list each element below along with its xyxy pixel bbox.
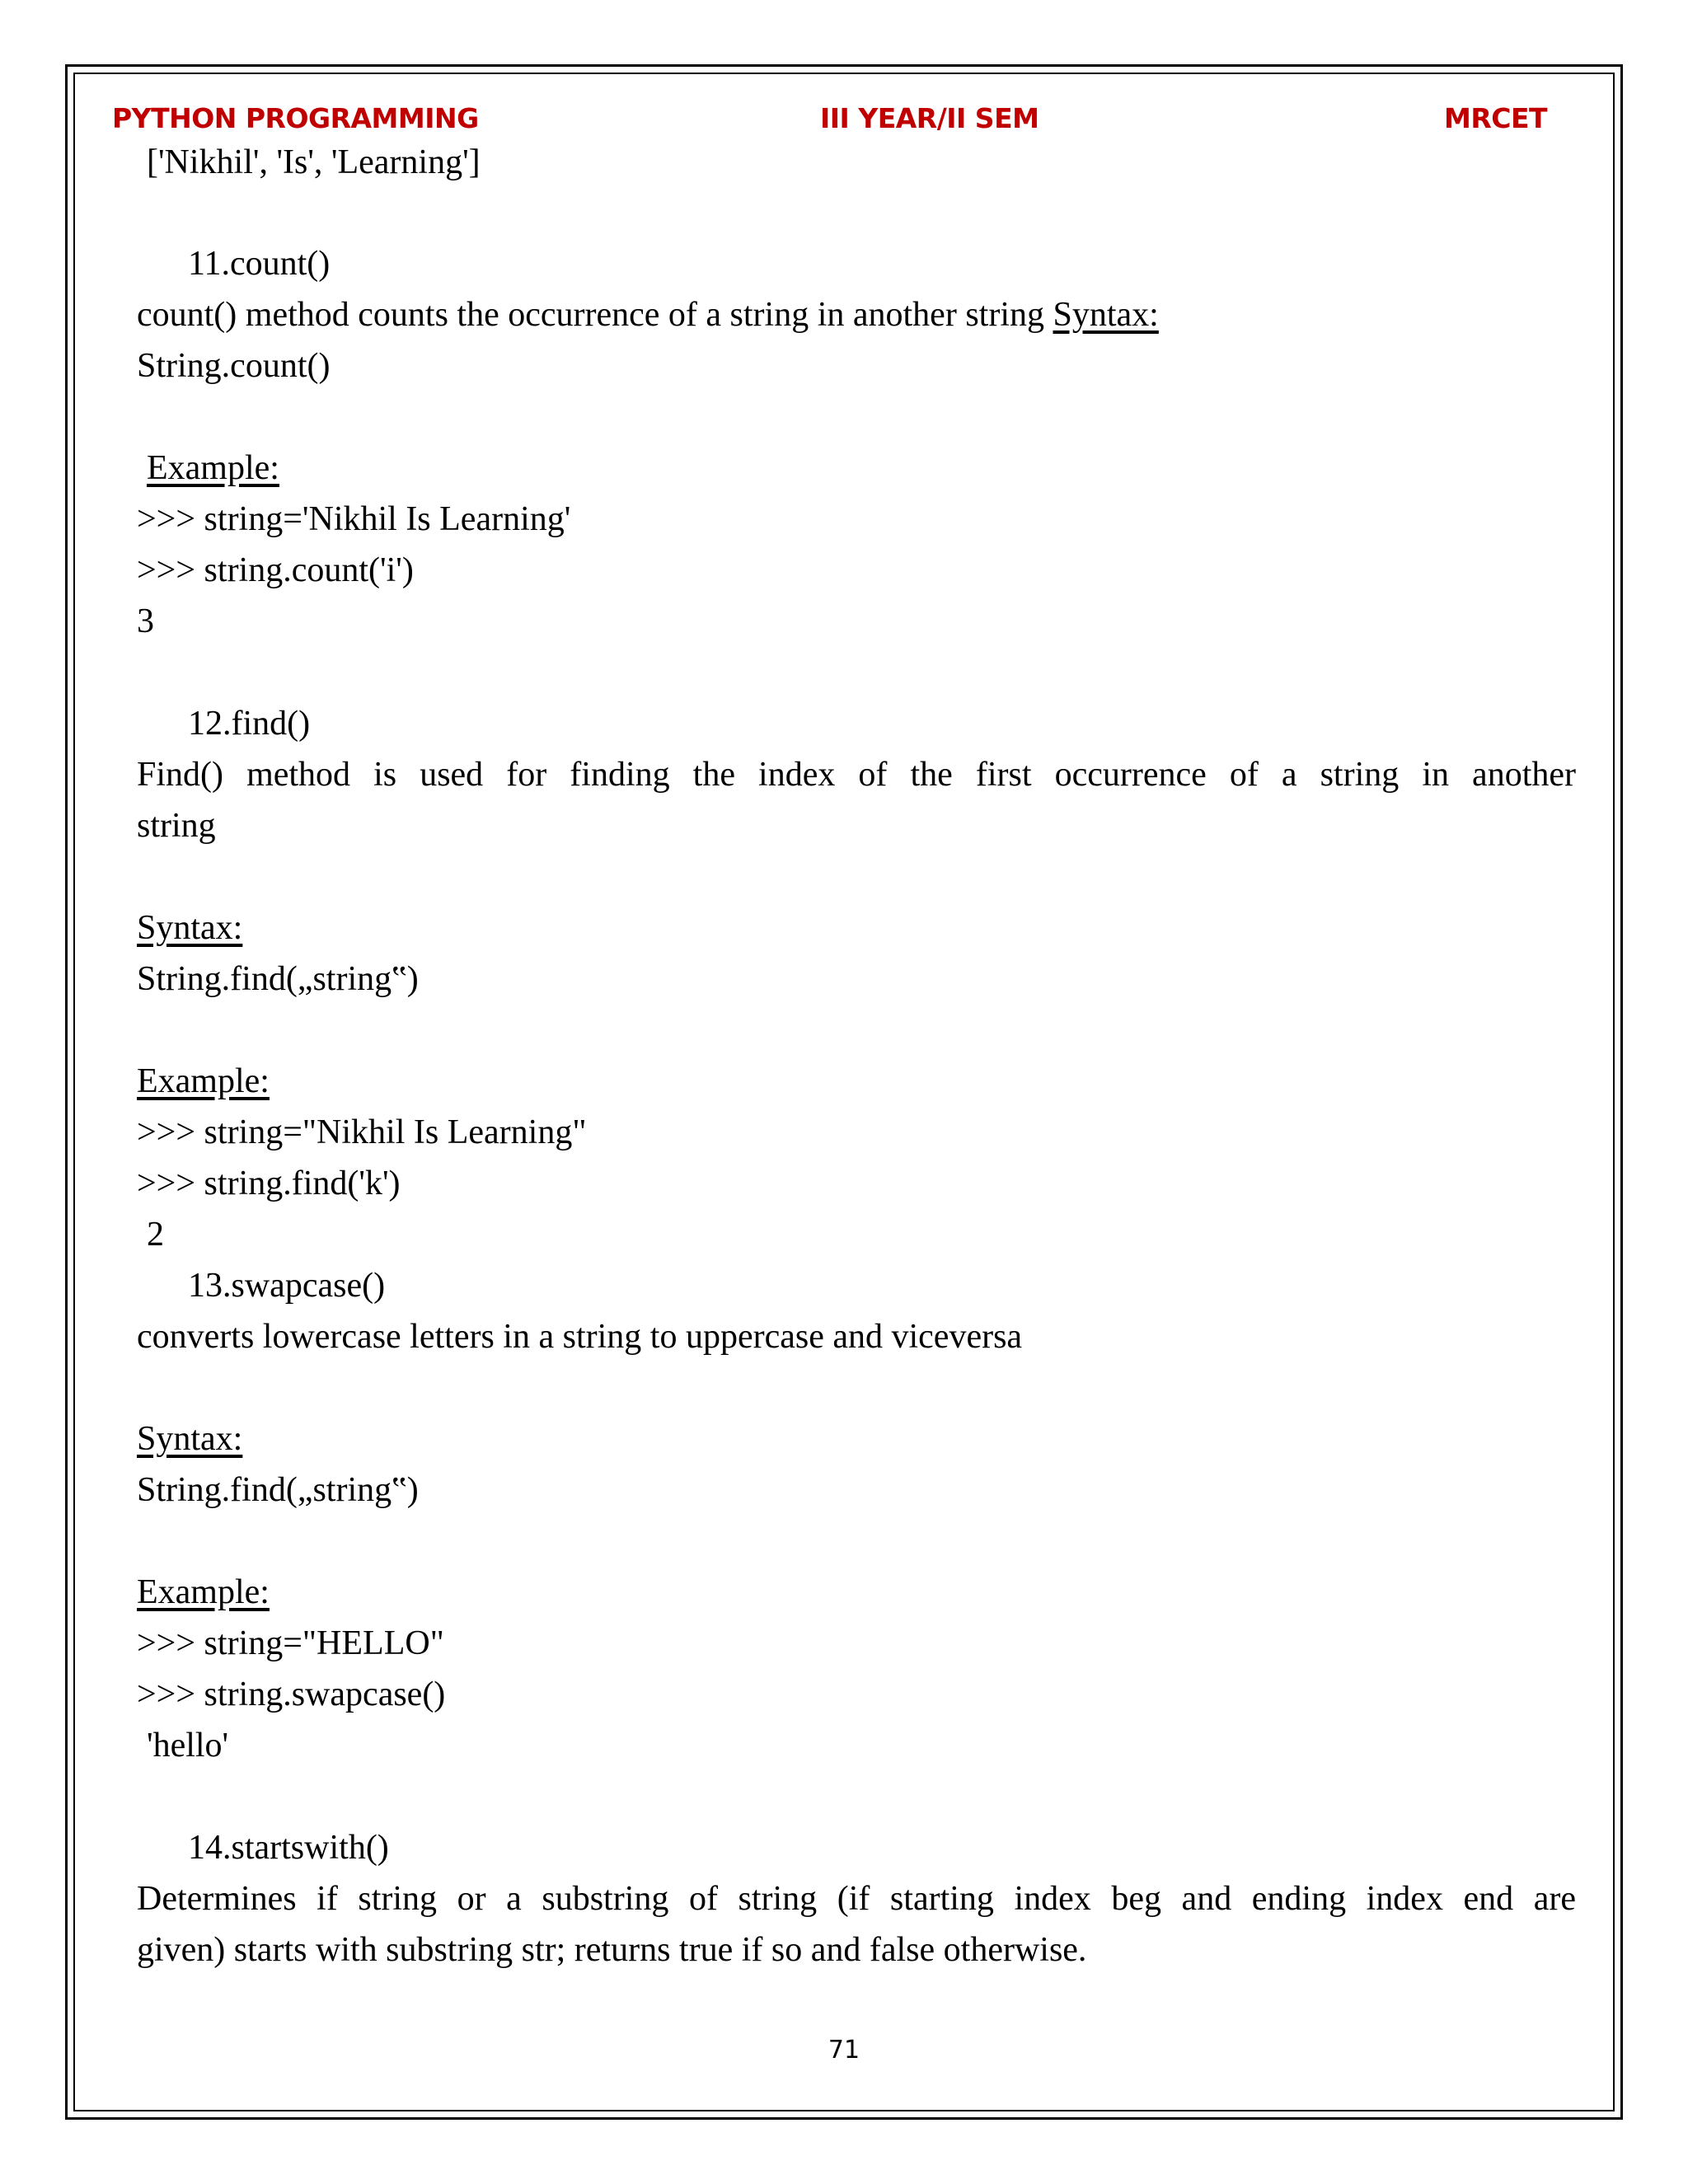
find-syntax: String.find(„string‟) bbox=[137, 960, 419, 998]
find-description-line-1: Find() method is used for finding the index of the first occurrence of a string in another bbox=[137, 756, 1576, 794]
find-description-line-2: string bbox=[137, 807, 216, 845]
count-description: count() method counts the occurrence of a string in another string Syntax: bbox=[137, 296, 1159, 334]
count-syntax: String.count() bbox=[137, 347, 331, 385]
swapcase-example-line-2: >>> string.swapcase() bbox=[137, 1675, 446, 1713]
startswith-description-line-1: Determines if string or a substring of string (if starting index beg and ending index end are bbox=[137, 1880, 1576, 1918]
startswith-description-line-2: given) starts with substring str; returns true if so and false otherwise. bbox=[137, 1931, 1087, 1969]
swapcase-example-output: 'hello' bbox=[147, 1727, 229, 1765]
swapcase-description: converts lowercase letters in a string to uppercase and viceversa bbox=[137, 1318, 1023, 1356]
header-year-sem: III YEAR/II SEM bbox=[820, 102, 1039, 134]
swapcase-syntax: String.find(„string‟) bbox=[137, 1471, 419, 1509]
find-syntax-label: Syntax: bbox=[137, 909, 243, 947]
count-example-label: Example: bbox=[147, 449, 279, 487]
count-example-line-1: >>> string='Nikhil Is Learning' bbox=[137, 500, 571, 538]
header-course-title: PYTHON PROGRAMMING bbox=[112, 102, 479, 134]
count-syntax-label: Syntax: bbox=[1053, 296, 1159, 334]
find-example-label: Example: bbox=[137, 1062, 270, 1100]
swapcase-example-label: Example: bbox=[137, 1573, 270, 1611]
swapcase-heading: 13.swapcase() bbox=[188, 1267, 386, 1305]
count-example-output: 3 bbox=[137, 602, 154, 640]
find-example-line-2: >>> string.find('k') bbox=[137, 1165, 401, 1202]
find-example-output: 2 bbox=[147, 1216, 164, 1254]
swapcase-example-line-1: >>> string="HELLO" bbox=[137, 1624, 444, 1662]
split-output: ['Nikhil', 'Is', 'Learning'] bbox=[147, 143, 481, 181]
header-institution: MRCET bbox=[1444, 102, 1548, 134]
page-number: 71 bbox=[828, 2036, 860, 2064]
count-example-line-2: >>> string.count('i') bbox=[137, 551, 414, 589]
startswith-heading: 14.startswith() bbox=[188, 1829, 389, 1867]
find-example-line-1: >>> string="Nikhil Is Learning" bbox=[137, 1113, 587, 1151]
find-heading: 12.find() bbox=[188, 705, 311, 743]
swapcase-syntax-label: Syntax: bbox=[137, 1420, 243, 1458]
count-heading: 11.count() bbox=[188, 245, 331, 283]
